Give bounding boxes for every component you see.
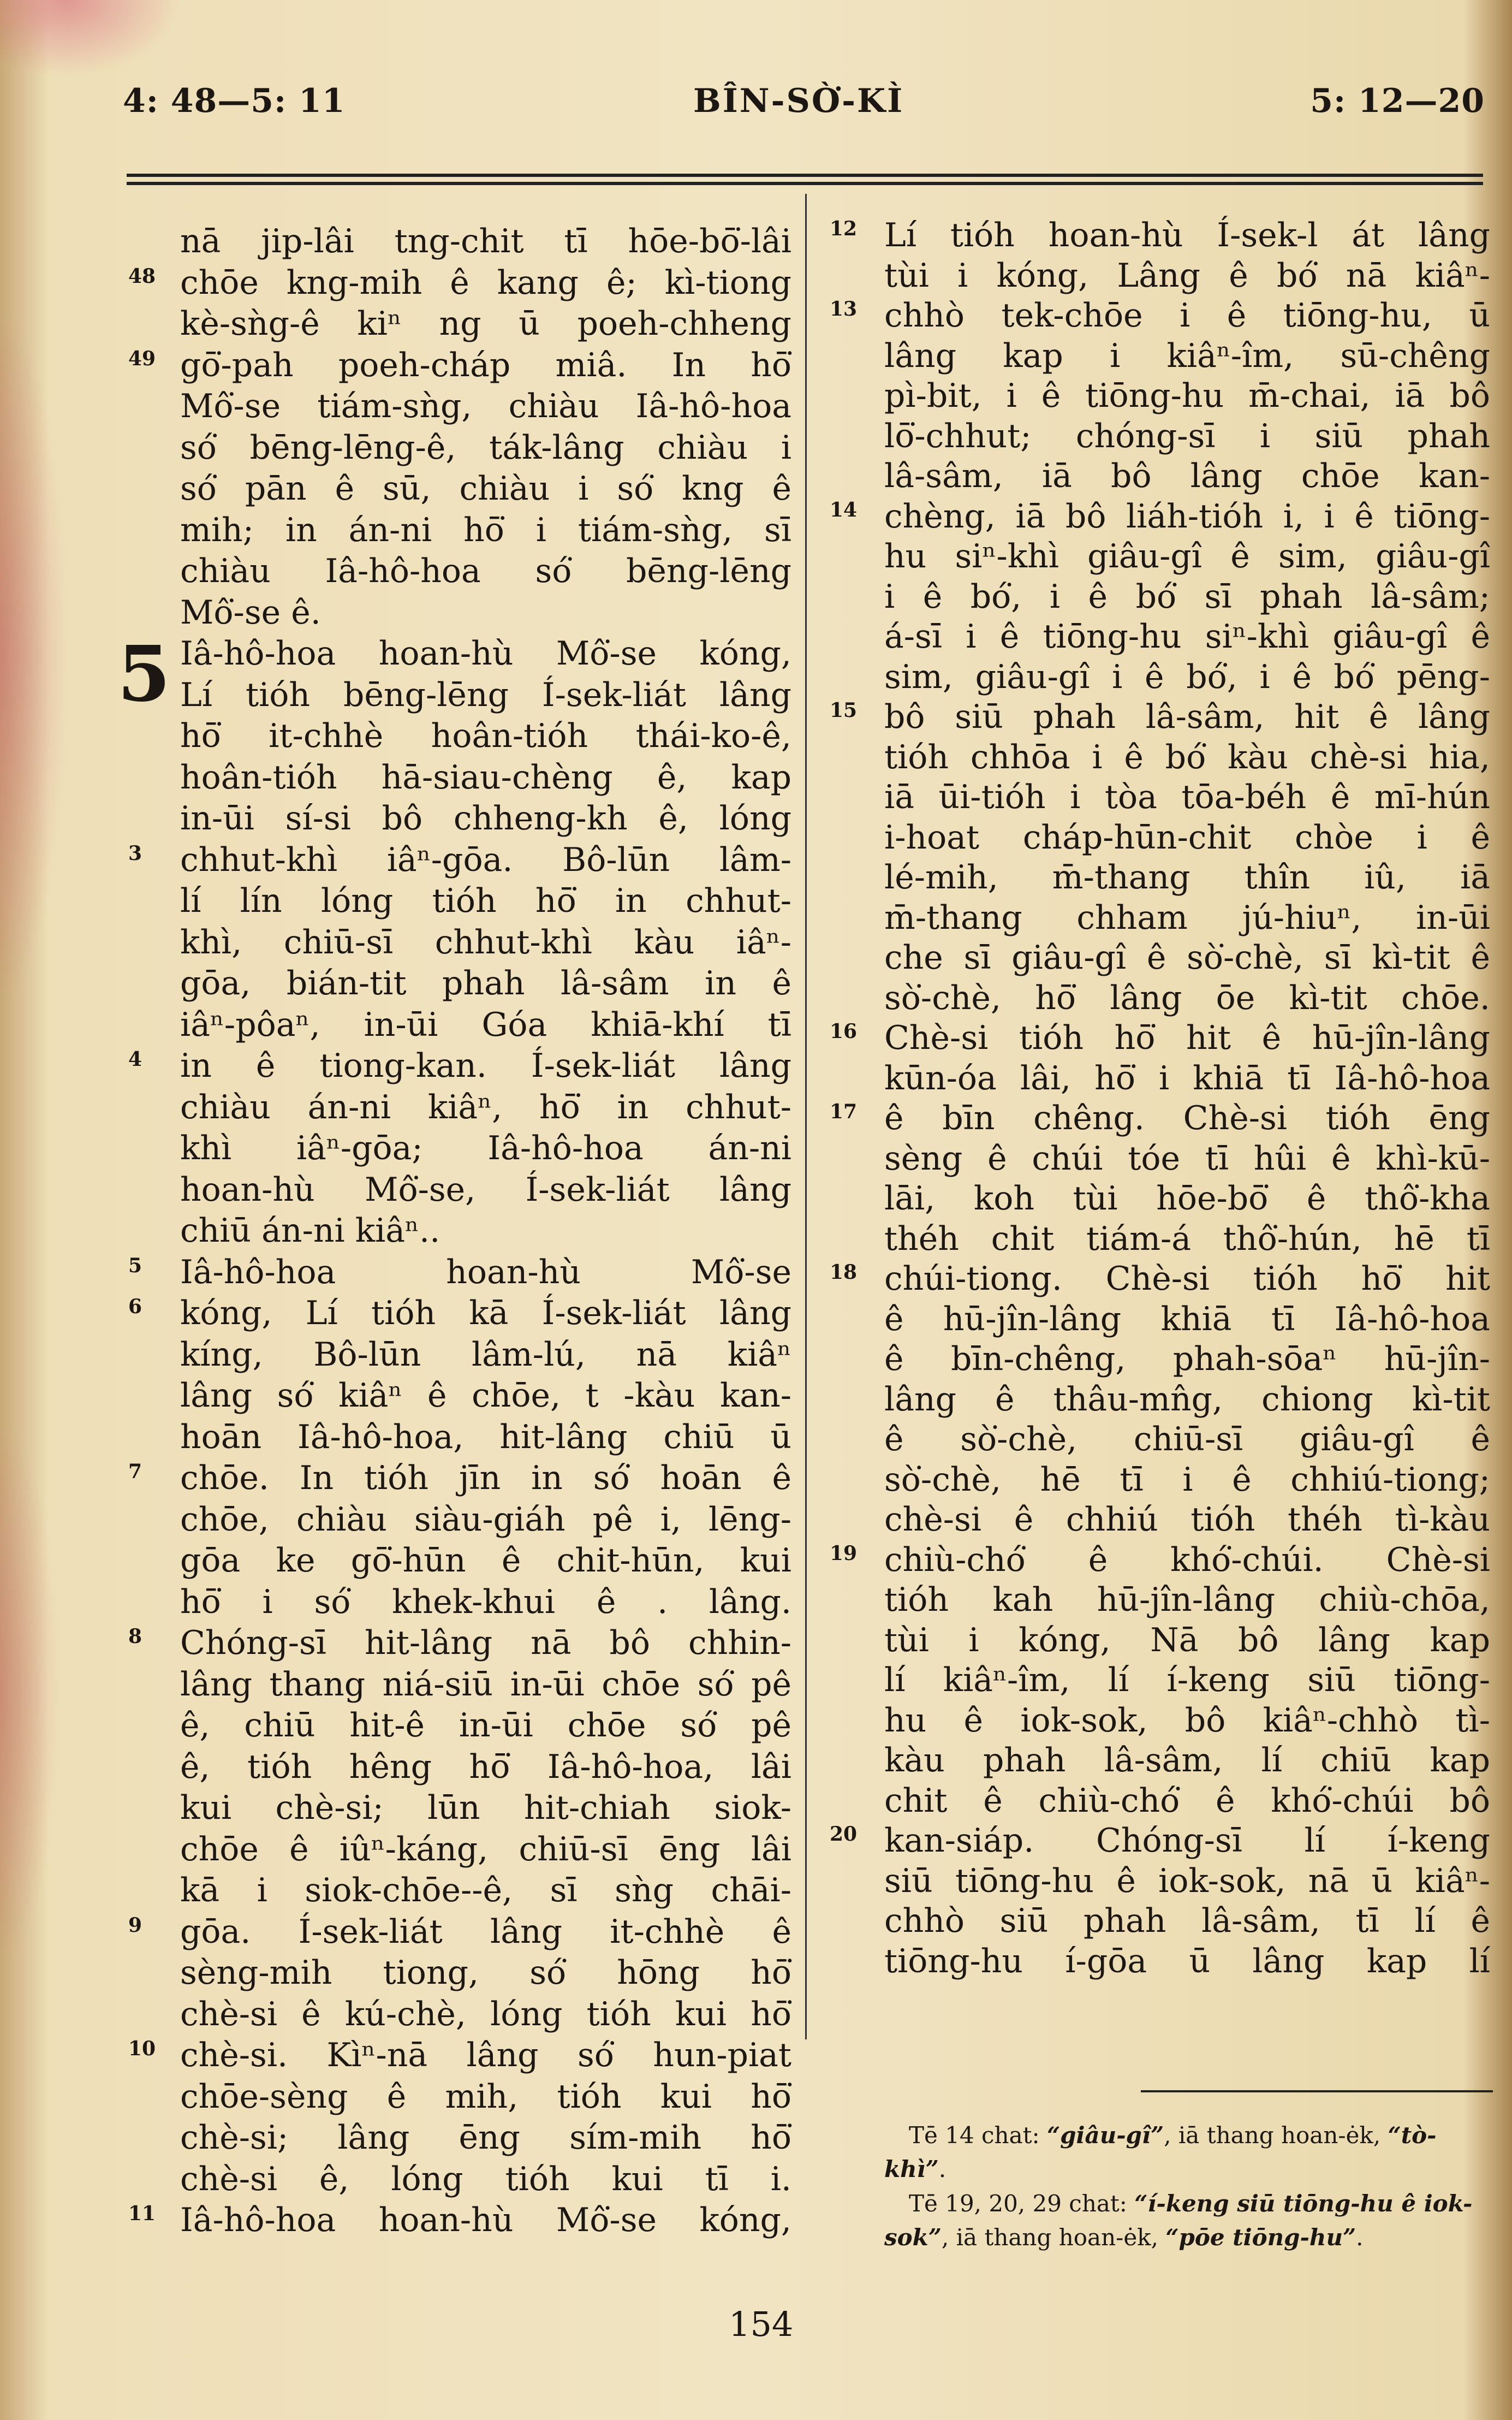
- verse-number: 48: [128, 264, 156, 288]
- line-text: ê, tióh hêng hō͘ Iâ-hô-hoa, lâi: [180, 1747, 791, 1786]
- text-line: [128, 345, 791, 387]
- line-text: lâng kap i kiâⁿ-îm, sū-chêng: [884, 336, 1490, 375]
- left-column: [117, 221, 791, 2241]
- text-line: [884, 778, 1490, 818]
- verse-number: 3: [128, 841, 142, 865]
- footnote-1: [884, 2119, 1493, 2186]
- line-text: kan-siáp. Chóng-sī lí í-keng: [884, 1822, 1490, 1860]
- line-text: sèng ê chúi tóe tī hûi ê khì-kū-: [884, 1139, 1490, 1178]
- line-text: in-ūi sí-si bô chheng-kh ê, lóng: [180, 799, 791, 838]
- text-line: [830, 296, 1490, 336]
- line-text: che sī giâu-gî ê sò͘-chè, sī kì-tit ê: [884, 939, 1490, 977]
- verse-number: 11: [128, 2202, 156, 2225]
- text-line: [830, 697, 1490, 738]
- line-text: gōa. Í-sek-liát lâng it-chhè ê: [180, 1912, 791, 1951]
- verse-number: 14: [830, 498, 858, 521]
- text-line: [180, 1375, 791, 1417]
- verse-number: 16: [830, 1020, 858, 1043]
- text-line: [128, 1912, 791, 1953]
- text-line: [180, 1211, 791, 1252]
- text-line: [884, 978, 1490, 1019]
- line-text: m̄-thang chham jú-hiuⁿ, in-ūi: [884, 898, 1490, 937]
- text-line: [180, 2077, 791, 2118]
- text-line: [180, 922, 791, 964]
- text-line: [884, 858, 1490, 898]
- text-line: [128, 2200, 791, 2241]
- line-text: chè-si ê chhiú tióh théh tì-kàu: [884, 1500, 1490, 1539]
- page-number: 154: [729, 2304, 794, 2344]
- line-text: khì iâⁿ-gōa; Iâ-hô-hoa án-ni: [180, 1129, 791, 1167]
- footnote-text: Tē 14 chat:: [909, 2122, 1047, 2149]
- line-text: kui chè-si; lūn hit-chiah siok-: [180, 1789, 791, 1827]
- text-line: [180, 675, 791, 716]
- verse-number: 18: [830, 1261, 858, 1284]
- verse-number: 5: [128, 1254, 142, 1277]
- text-line: [830, 1099, 1490, 1139]
- verse-number: 6: [128, 1295, 142, 1318]
- line-text: lâng só͘ kiâⁿ ê chōe, t -kàu kan-: [180, 1377, 791, 1415]
- line-text: iā ūi-tióh i tòa tōa-béh ê mī-hún: [884, 778, 1490, 816]
- verse-number: 15: [830, 699, 858, 722]
- line-text: tiōng-hu í-gōa ū lâng kap lí: [884, 1942, 1490, 1980]
- text-line: [128, 840, 791, 881]
- text-line: [830, 1018, 1490, 1059]
- text-line: [180, 1788, 791, 1829]
- verse-number: 9: [128, 1913, 142, 1937]
- chapter-number: 5: [117, 630, 171, 719]
- text-line: [884, 1901, 1490, 1942]
- text-line: [180, 468, 791, 510]
- line-text: tùi i kóng, Nā bô lâng kap: [884, 1621, 1490, 1659]
- line-text: Mô͘-se ê.: [180, 593, 321, 632]
- text-line: [884, 617, 1490, 657]
- line-text: lí lín lóng tióh hō͘ in chhut-: [180, 882, 791, 920]
- line-text: á-sī i ê tiōng-hu siⁿ-khì giâu-gî ê: [884, 618, 1490, 656]
- line-text: chhut-khì iâⁿ-gōa. Bô-lūn lâm-: [180, 840, 791, 879]
- header-chapter-range-right: 5: 12—20: [1310, 82, 1485, 120]
- header-rule-top: [127, 174, 1483, 177]
- text-line: [180, 798, 791, 840]
- header-chapter-range-left: 4: 48—5: 11: [123, 82, 346, 120]
- text-line: [180, 1829, 791, 1871]
- line-text: ê sò͘-chè, chiū-sī giâu-gî ê: [884, 1420, 1490, 1458]
- text-line: [830, 1259, 1490, 1300]
- text-line: [180, 1417, 791, 1458]
- text-line: [884, 1059, 1490, 1099]
- line-text: hō͘ it-chhè hoân-tióh thái-ko-ê,: [180, 717, 791, 755]
- text-line: [884, 1741, 1490, 1781]
- verse-number: 8: [128, 1625, 142, 1648]
- footnote-term: “giâu-gî”: [1047, 2122, 1164, 2149]
- text-line: [884, 938, 1490, 978]
- line-text: gōa ke gō͘-hūn ê chit-hūn, kui: [180, 1541, 791, 1580]
- verse-number: 13: [830, 298, 858, 321]
- line-text: chèng, iā bô liáh-tióh i, i ê tiōng-: [884, 497, 1490, 536]
- text-line: [884, 1460, 1490, 1500]
- text-line: [128, 1046, 791, 1087]
- verse-number: 12: [830, 217, 858, 240]
- line-text: kè-sǹg-ê kiⁿ ng ū poeh-chheng: [180, 305, 791, 343]
- verse-number: 49: [128, 347, 156, 370]
- line-text: ê hū-jîn-lâng khiā tī Iâ-hô-hoa: [884, 1300, 1490, 1338]
- line-text: kíng, Bô-lūn lâm-lú, nā kiâⁿ: [180, 1335, 791, 1374]
- text-line: [884, 1139, 1490, 1179]
- text-line: [180, 1994, 791, 2036]
- line-text: Lí tióh bēng-lēng Í-sek-liát lâng: [180, 675, 791, 714]
- text-line: [180, 1870, 791, 1912]
- line-text: ê, chiū hit-ê in-ūi chōe só͘ pê: [180, 1706, 791, 1745]
- line-text: só͘ bēng-lēng-ê, ták-lâng chiàu i: [180, 428, 791, 467]
- text-line: [180, 1664, 791, 1706]
- line-text: chè-si ê kú-chè, lóng tióh kui hō͘: [180, 1995, 791, 2033]
- line-text: chōe-sèng ê mih, tióh kui hō͘: [180, 2077, 791, 2116]
- right-column: [830, 216, 1490, 1982]
- line-text: chiàu Iâ-hô-hoa só͘ bēng-lēng: [180, 552, 791, 590]
- text-line: [884, 376, 1490, 417]
- text-line: [884, 1701, 1490, 1741]
- line-text: kā i siok-chōe--ê, sī sǹg chāi-: [180, 1871, 791, 1909]
- line-text: khì, chiū-sī chhut-khì kàu iâⁿ-: [180, 923, 791, 962]
- footnote-2: [884, 2187, 1493, 2255]
- line-text: chhò siū phah lâ-sâm, tī lí ê: [884, 1902, 1490, 1940]
- line-text: pì-bit, i ê tiōng-hu m̄-chai, iā bô: [884, 377, 1490, 415]
- text-line: [884, 657, 1490, 698]
- text-line: [884, 1861, 1490, 1902]
- line-text: gōa, bián-tit phah lâ-sâm in ê: [180, 964, 791, 1003]
- line-text: lí kiâⁿ-îm, lí í-keng siū tiōng-: [884, 1661, 1490, 1699]
- text-line: [884, 1300, 1490, 1340]
- text-line: [884, 1179, 1490, 1219]
- text-line: [884, 1660, 1490, 1701]
- line-text: chōe kng-mih ê kang ê; kì-tiong: [180, 263, 791, 302]
- line-text: lō͘-chhut; chóng-sī i siū phah: [884, 417, 1490, 455]
- verse-number: 10: [128, 2037, 156, 2060]
- line-text: sò͘-chè, hō͘ lâng ōe kì-tit chōe.: [884, 978, 1490, 1017]
- text-line: [180, 428, 791, 469]
- line-text: iâⁿ-pôaⁿ, in-ūi Góa khiā-khí tī: [180, 1005, 791, 1044]
- text-line: [180, 1582, 791, 1623]
- text-line: [884, 1942, 1490, 1982]
- line-text: nā jip-lâi tng-chit tī hōe-bō͘-lâi: [180, 222, 791, 260]
- line-text: sèng-mih tiong, só͘ hōng hō͘: [180, 1954, 791, 1992]
- text-line: [884, 1621, 1490, 1661]
- text-line: [180, 757, 791, 799]
- line-text: lâng ê thâu-mn̂g, chiong kì-tit: [884, 1380, 1490, 1419]
- text-line: [128, 1252, 791, 1294]
- text-line: [884, 1380, 1490, 1420]
- line-text: i ê bó͘, i ê bó͘ sī phah lâ-sâm;: [884, 577, 1490, 616]
- text-line: [180, 1334, 791, 1376]
- line-text: chōe ê iûⁿ-káng, chiū-sī ēng lâi: [180, 1830, 791, 1869]
- line-text: chè-si; lâng ēng sím-mih hō͘: [180, 2119, 791, 2157]
- text-line: [830, 1821, 1490, 1861]
- text-line: [128, 2035, 791, 2077]
- footnote-term: “pōe tiōng-hu”: [1165, 2224, 1356, 2251]
- line-text: lâng thang niá-siū in-ūi chōe só͘ pê: [180, 1665, 791, 1704]
- text-line: [884, 738, 1490, 778]
- verse-number: 4: [128, 1048, 142, 1071]
- text-line: [180, 1170, 791, 1211]
- line-text: Iâ-hô-hoa hoan-hù Mô͘-se kóng,: [180, 634, 791, 673]
- text-line: [180, 881, 791, 922]
- line-text: i-hoat cháp-hūn-chit chòe i ê: [884, 818, 1490, 857]
- line-text: gō͘-pah poeh-cháp miâ. In hō͘: [180, 346, 791, 384]
- footnote-term: “tò-khì”: [884, 2122, 1437, 2182]
- line-text: ê bīn-chêng, phah-sōaⁿ hū-jîn-: [884, 1340, 1490, 1378]
- line-text: hu siⁿ-khì giâu-gî ê sim, giâu-gî: [884, 537, 1490, 576]
- line-text: Lí tióh hoan-hù Í-sek-l át lâng: [884, 216, 1490, 254]
- line-text: hoân-tióh hā-siau-chèng ê, kap: [180, 758, 791, 797]
- text-line: [884, 577, 1490, 618]
- text-line: [884, 1420, 1490, 1460]
- text-line: [128, 263, 791, 304]
- line-text: kūn-óa lâi, hō͘ i khiā tī Iâ-hô-hoa: [884, 1059, 1490, 1098]
- text-line: [180, 551, 791, 592]
- text-line: [180, 1747, 791, 1788]
- text-line: [884, 1339, 1490, 1380]
- line-text: bô siū phah lâ-sâm, hit ê lâng: [884, 698, 1490, 736]
- line-text: hō͘ i só͘ khek-khui ê . lâng.: [180, 1582, 791, 1621]
- text-line: [180, 510, 791, 551]
- line-text: théh chit tiám-á thô͘-hún, hē tī: [884, 1219, 1490, 1258]
- line-text: lāi, koh tùi hōe-bō͘ ê thô͘-kha: [884, 1179, 1490, 1218]
- text-line: [128, 1623, 791, 1664]
- line-text: in ê tiong-kan. Í-sek-liát lâng: [180, 1047, 791, 1085]
- line-text: Chóng-sī hit-lâng nā bô chhin-: [180, 1624, 791, 1662]
- text-line: [180, 2118, 791, 2159]
- text-line: [180, 963, 791, 1005]
- text-line: [884, 456, 1490, 497]
- line-text: tióh kah hū-jîn-lâng chiù-chōa,: [884, 1581, 1490, 1619]
- header-book-title: BÎN-SÒ͘-KÌ: [693, 82, 904, 120]
- line-text: chiù-chó͘ ê khó͘-chúi. Chè-si: [884, 1540, 1490, 1579]
- line-text: hoan-hù Mô͘-se, Í-sek-liát lâng: [180, 1170, 791, 1209]
- text-line: [830, 1540, 1490, 1581]
- verse-number: 7: [128, 1460, 142, 1483]
- text-line: [884, 1781, 1490, 1822]
- line-text: hu ê iok-sok, bô kiâⁿ-chhò tì-: [884, 1701, 1490, 1740]
- line-text: só͘ pān ê sū, chiàu i só͘ kng ê: [180, 470, 791, 508]
- line-text: Mô͘-se tiám-sǹg, chiàu Iâ-hô-hoa: [180, 387, 791, 425]
- text-line: [180, 592, 791, 634]
- footnote-text: .: [1356, 2224, 1364, 2251]
- footnote-text: .: [938, 2156, 947, 2182]
- line-text: chhò tek-chōe i ê tiōng-hu, ū: [884, 296, 1490, 335]
- line-text: kàu phah lâ-sâm, lí chiū kap: [884, 1741, 1490, 1780]
- text-line: [884, 898, 1490, 939]
- line-text: lé-mih, m̄-thang thîn iû, iā: [884, 858, 1490, 897]
- line-text: chit ê chiù-chó͘ ê khó͘-chúi bô: [884, 1781, 1490, 1820]
- text-line: [180, 1705, 791, 1747]
- line-text: sim, giâu-gî i ê bó͘, i ê bó͘ pēng-: [884, 657, 1490, 696]
- text-line: [180, 716, 791, 757]
- text-line: [830, 216, 1490, 256]
- text-line: [180, 1499, 791, 1541]
- verse-number: 19: [830, 1541, 858, 1565]
- footnote-text: Tē 19, 20, 29 chat:: [909, 2190, 1135, 2217]
- text-line: [180, 1087, 791, 1129]
- line-text: chiū án-ni kiâⁿ..: [180, 1212, 440, 1250]
- text-line: [884, 417, 1490, 457]
- line-text: chè-si. Kìⁿ-nā lâng só͘ hun-piat: [180, 2036, 791, 2074]
- text-line: [884, 336, 1490, 377]
- line-text: hoān Iâ-hô-hoa, hit-lâng chiū ū: [180, 1417, 791, 1456]
- footnote-term: “í-keng siū tiōng-hu ê iok-sok”: [884, 2190, 1473, 2251]
- line-text: Chè-si tióh hō͘ hit ê hū-jîn-lâng: [884, 1019, 1490, 1057]
- text-line: [884, 818, 1490, 858]
- line-text: Iâ-hô-hoa hoan-hù Mô͘-se: [180, 1253, 791, 1291]
- text-line: [830, 497, 1490, 537]
- line-text: tùi i kóng, Lâng ê bó͘ nā kiâⁿ-: [884, 256, 1490, 295]
- footnote-rule: [1141, 2090, 1493, 2092]
- line-text: chōe, chiàu siàu-giáh pê i, lēng-: [180, 1500, 791, 1539]
- text-line: [884, 1219, 1490, 1260]
- header-rule-bottom: [127, 182, 1483, 185]
- text-line: [884, 256, 1490, 296]
- text-line: [180, 1005, 791, 1046]
- text-line: [884, 1500, 1490, 1540]
- verse-number: 20: [830, 1823, 858, 1846]
- line-text: chè-si ê, lóng tióh kui tī i.: [180, 2160, 791, 2198]
- text-line: [180, 2159, 791, 2200]
- text-line: [128, 1293, 791, 1334]
- line-text: chōe. In tióh jīn in só͘ hoān ê: [180, 1459, 791, 1497]
- line-text: chiàu án-ni kiâⁿ, hō͘ in chhut-: [180, 1088, 791, 1126]
- line-text: ê bīn chêng. Chè-si tióh ēng: [884, 1099, 1490, 1137]
- line-text: lâ-sâm, iā bô lâng chōe kan-: [884, 457, 1490, 495]
- line-text: sò͘-chè, hē tī i ê chhiú-tiong;: [884, 1460, 1490, 1499]
- footnote-text: , iā thang hoan-ėk,: [1164, 2122, 1388, 2149]
- line-text: kóng, Lí tióh kā Í-sek-liát lâng: [180, 1294, 791, 1332]
- text-line: [180, 386, 791, 428]
- line-text: chúi-tiong. Chè-si tióh hō͘ hit: [884, 1260, 1490, 1298]
- text-line: [884, 537, 1490, 577]
- text-line: [180, 221, 791, 263]
- verse-number: 17: [830, 1100, 858, 1123]
- text-line: [180, 1540, 791, 1582]
- line-text: Iâ-hô-hoa hoan-hù Mô͘-se kóng,: [180, 2201, 791, 2239]
- text-line: [884, 1580, 1490, 1621]
- footnote-text: , iā thang hoan-ėk,: [941, 2224, 1166, 2251]
- text-line: [180, 1128, 791, 1170]
- text-line: [180, 304, 791, 345]
- line-text: siū tiōng-hu ê iok-sok, nā ū kiâⁿ-: [884, 1861, 1490, 1900]
- text-line: [180, 1953, 791, 1994]
- column-divider: [805, 194, 807, 2039]
- line-text: mih; in án-ni hō͘ i tiám-sǹg, sī: [180, 511, 791, 549]
- text-line: [128, 1458, 791, 1499]
- line-text: tióh chhōa i ê bó͘ kàu chè-si hia,: [884, 738, 1490, 776]
